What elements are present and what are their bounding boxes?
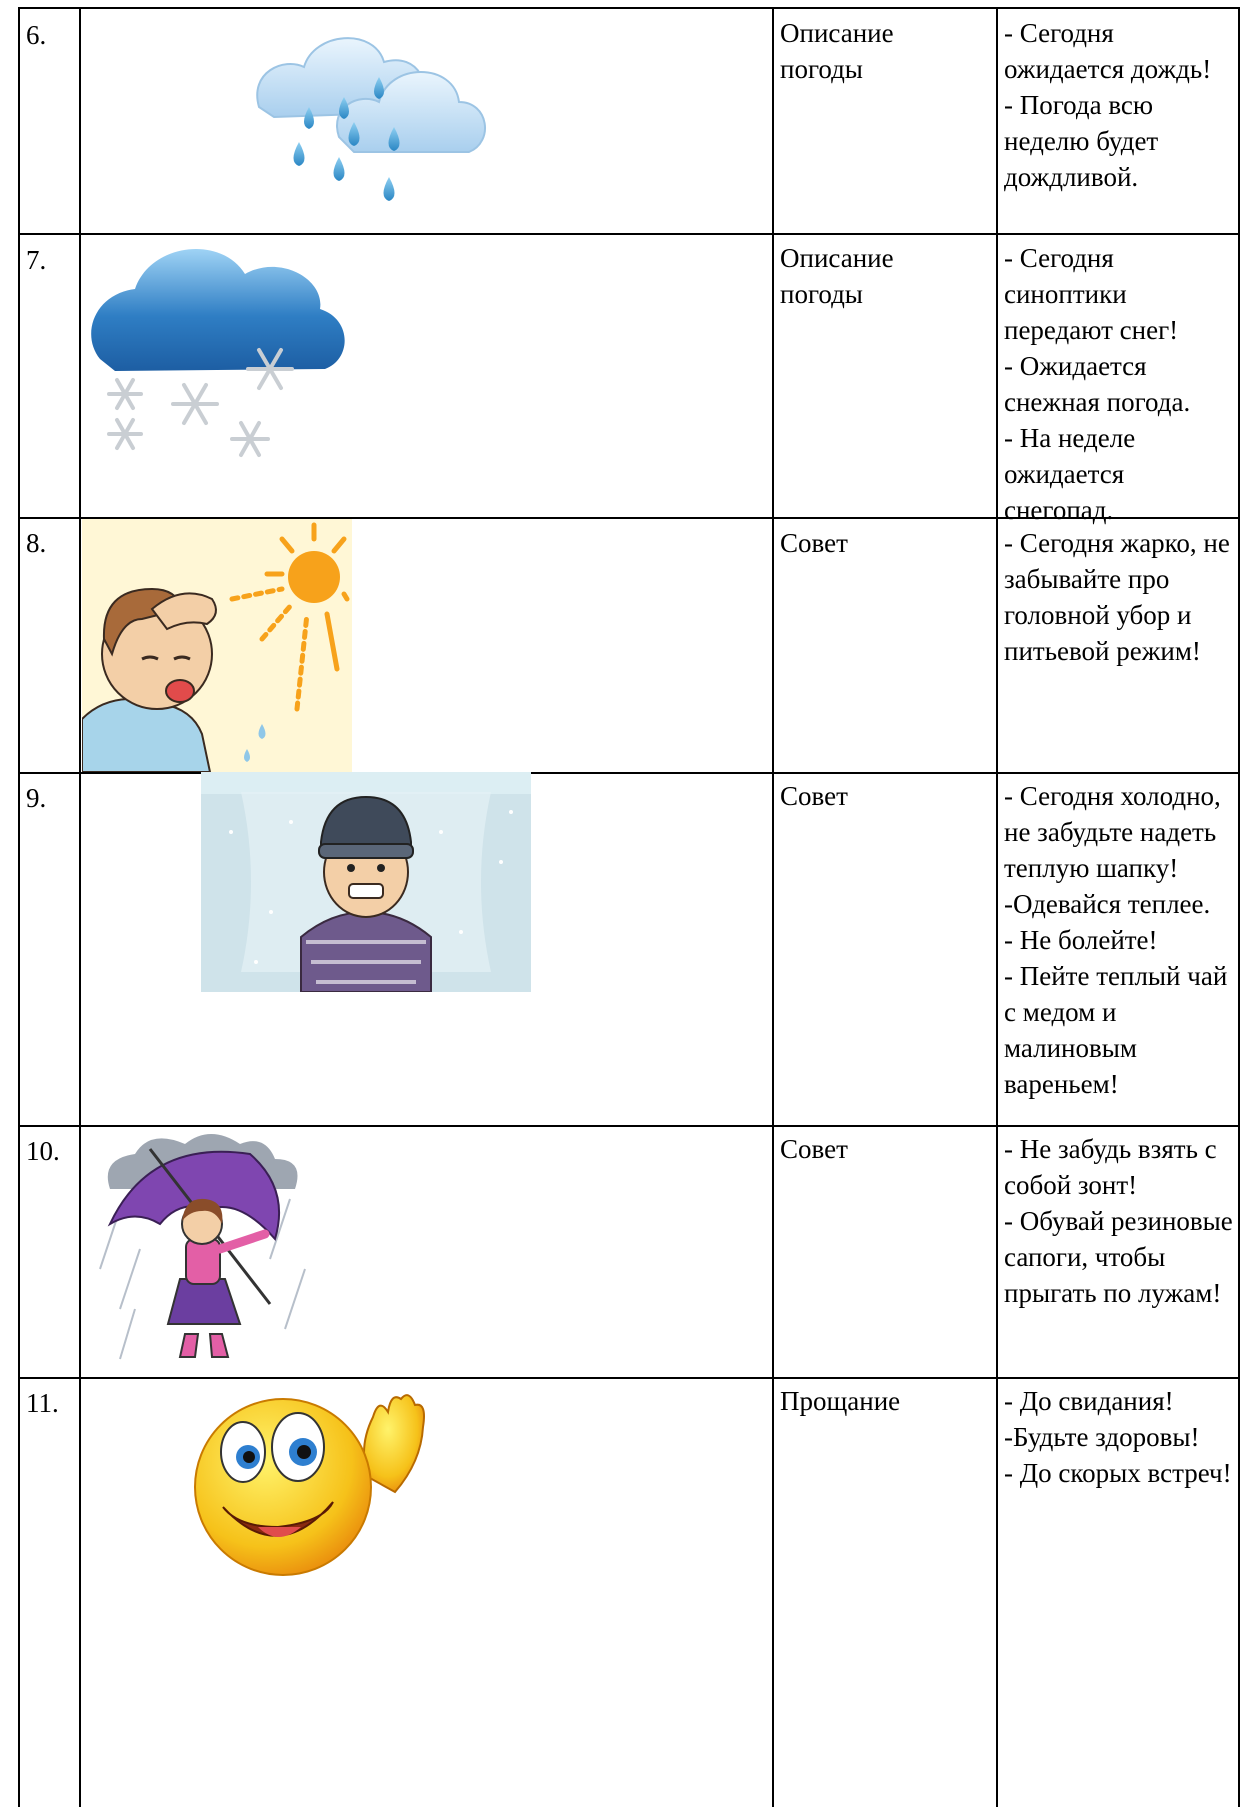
phrase-category: Описание погоды <box>780 18 894 84</box>
phrase-text: - Сегодня холодно, не забудьте надеть теплую шапку! -Одевайся теплее. - Не болейте! - Пейте теплый чай с медом и малиновым вареньем! <box>1004 781 1228 1099</box>
girl-umbrella-illustration <box>90 1129 330 1369</box>
weather-phrases-table <box>18 7 1240 1807</box>
row-number: 7. <box>26 245 47 275</box>
rain-cloud-icon <box>244 17 494 217</box>
row-number: 11. <box>26 1388 59 1418</box>
phrase-text: - Не забудь взять с собой зонт! - Обувай резиновые сапоги, чтобы прыгать по лужам! <box>1004 1134 1233 1308</box>
phrase-category: Совет <box>780 1134 848 1164</box>
row-number: 6. <box>26 20 47 50</box>
table-border-left <box>18 7 20 1807</box>
row-divider <box>18 1125 1240 1127</box>
table-border-top <box>18 7 1240 9</box>
snow-cloud-icon <box>80 239 352 467</box>
phrase-category: Совет <box>780 528 848 558</box>
row-number: 8. <box>26 528 47 558</box>
phrase-text: - Сегодня жарко, не забывайте про головной убор и питьевой режим! <box>1004 528 1230 666</box>
row-number: 10. <box>26 1136 60 1166</box>
phrase-text: - До свидания! -Будьте здоровы! - До скорых встреч! <box>1004 1386 1232 1488</box>
phrase-category: Прощание <box>780 1386 901 1416</box>
phrase-category: Описание погоды <box>780 243 894 309</box>
cold-man-illustration <box>201 772 531 992</box>
phrase-category: Совет <box>780 781 848 811</box>
table-border-col2 <box>772 7 774 1807</box>
hot-sun-boy-illustration <box>82 519 352 772</box>
row-number: 9. <box>26 783 47 813</box>
table-border-col3 <box>996 7 998 1807</box>
phrase-text: - Сегодня синоптики передают снег! - Ожидается снежная погода. - На неделе ожидается снегопад. <box>1004 243 1191 525</box>
waving-smiley-icon <box>183 1377 433 1577</box>
phrase-text: - Сегодня ожидается дождь! - Погода всю неделю будет дождливой. <box>1004 18 1212 192</box>
row-divider <box>18 233 1240 235</box>
